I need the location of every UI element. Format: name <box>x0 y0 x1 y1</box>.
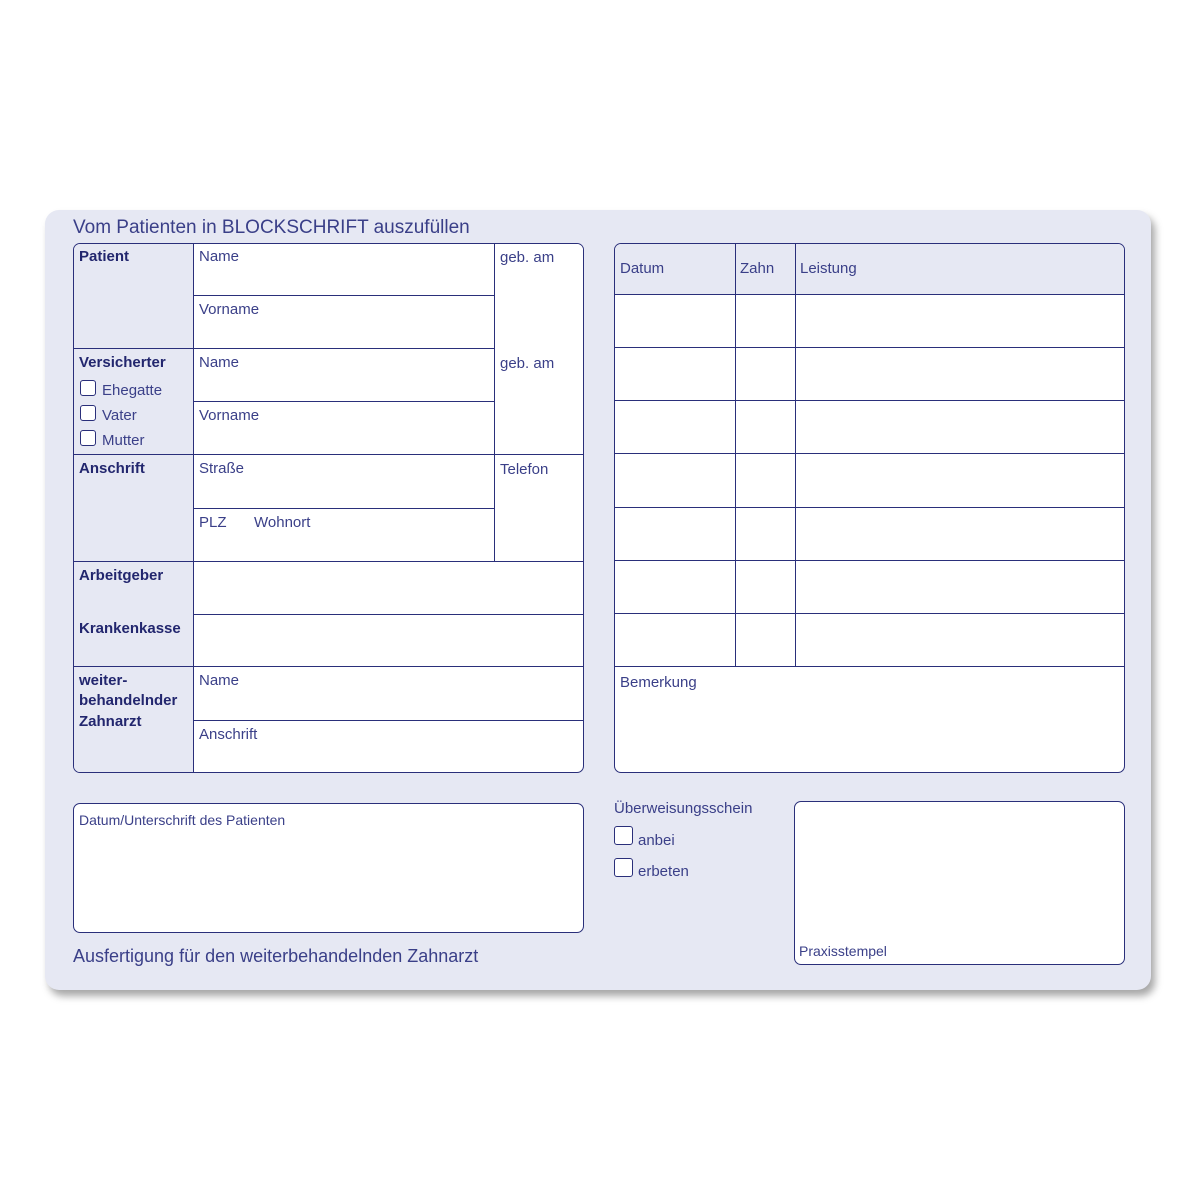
erbeten-label: erbeten <box>638 863 689 880</box>
mutter-checkbox[interactable] <box>80 430 96 446</box>
anschrift-section-label: Anschrift <box>79 460 145 477</box>
table-row[interactable] <box>615 453 1124 507</box>
erbeten-checkbox[interactable] <box>614 858 633 877</box>
vater-label: Vater <box>102 407 137 424</box>
zahnarzt-anschrift-field[interactable]: Anschrift <box>199 726 258 743</box>
treatment-table-header <box>615 244 1124 294</box>
signature-box[interactable] <box>73 803 584 933</box>
strasse-field[interactable]: Straße <box>199 460 245 477</box>
treatment-table <box>614 243 1125 773</box>
patient-name-field[interactable]: Name <box>199 248 240 265</box>
bemerkung-field[interactable]: Bemerkung <box>620 674 697 691</box>
ehegatte-checkbox[interactable] <box>80 380 96 396</box>
zahnarzt-section-label-1: weiter- <box>79 672 128 689</box>
zahnarzt-section-label-3: Zahnarzt <box>79 713 142 730</box>
ehegatte-label: Ehegatte <box>102 382 163 399</box>
form-heading: Vom Patienten in BLOCKSCHRIFT auszufüllen <box>73 217 470 238</box>
vater-checkbox[interactable] <box>80 405 96 421</box>
krankenkasse-field[interactable] <box>194 615 583 666</box>
versicherter-geb-field[interactable]: geb. am <box>500 355 555 372</box>
signature-label: Datum/Unterschrift des Patienten <box>79 812 286 828</box>
table-row[interactable] <box>615 560 1124 614</box>
leistung-header: Leistung <box>800 260 857 277</box>
stamp-box[interactable] <box>794 801 1125 965</box>
zahnarzt-section-label-2: behandelnder <box>79 692 178 709</box>
krankenkasse-section-label: Krankenkasse <box>79 620 181 637</box>
arbeitgeber-section-label: Arbeitgeber <box>79 567 164 584</box>
zahn-header: Zahn <box>740 260 775 277</box>
anbei-checkbox[interactable] <box>614 826 633 845</box>
patient-section-label: Patient <box>79 248 130 265</box>
plz-field[interactable]: PLZ <box>199 514 227 531</box>
table-row[interactable] <box>615 507 1124 561</box>
datum-header: Datum <box>620 260 665 277</box>
zahnarzt-name-field[interactable]: Name <box>199 672 240 689</box>
mutter-label: Mutter <box>102 432 145 449</box>
versicherter-name-field[interactable]: Name <box>199 354 240 371</box>
versicherter-section-label: Versicherter <box>79 354 166 371</box>
wohnort-field[interactable]: Wohnort <box>254 514 311 531</box>
stamp-label: Praxisstempel <box>799 943 887 959</box>
table-row[interactable] <box>615 400 1124 454</box>
referral-card <box>45 210 1151 990</box>
anbei-label: anbei <box>638 832 675 849</box>
versicherter-vorname-field[interactable]: Vorname <box>199 407 260 424</box>
patient-data-block <box>73 243 584 773</box>
telefon-field[interactable]: Telefon <box>500 461 549 478</box>
table-row[interactable] <box>615 347 1124 401</box>
referral-title: Überweisungsschein <box>614 800 753 817</box>
arbeitgeber-field[interactable] <box>194 562 583 613</box>
patient-geb-field[interactable]: geb. am <box>500 249 555 266</box>
patient-vorname-field[interactable]: Vorname <box>199 301 260 318</box>
form-footer: Ausfertigung für den weiterbehandelnden Zahnarzt <box>73 946 479 966</box>
table-row[interactable] <box>615 613 1124 667</box>
table-row[interactable] <box>615 294 1124 347</box>
